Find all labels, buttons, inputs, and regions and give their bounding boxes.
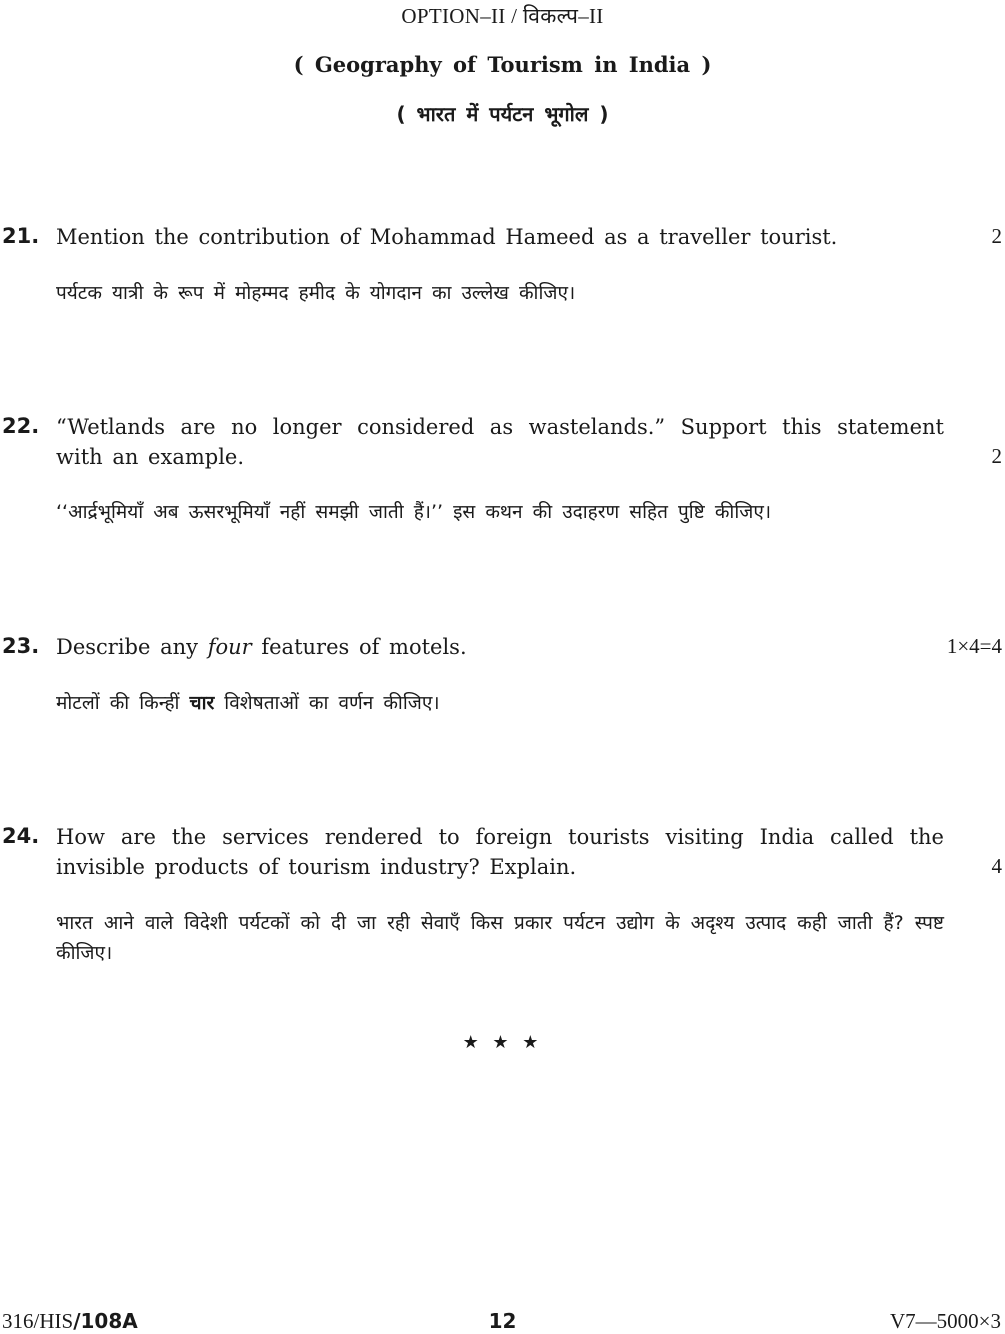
- question-emphasis: four: [207, 635, 252, 659]
- print-code: V7—5000×3: [889, 1309, 1001, 1333]
- question-number: 24.: [2, 824, 40, 848]
- question-text-hindi: ‘‘आर्द्रभूमियाँ अब ऊसरभूमियाँ नहीं समझी जाती हैं।’’ इस कथन की उदाहरण सहित पुष्टि कीजिए।: [56, 501, 772, 523]
- section-title-english: ( Geography of Tourism in India ): [293, 52, 712, 77]
- question-text-part: features of motels.: [251, 635, 467, 659]
- question-number: 21.: [2, 224, 40, 248]
- paper-code-suffix: /108A: [73, 1309, 138, 1333]
- question-emphasis: चार: [189, 692, 215, 714]
- option-heading: OPTION–II / विकल्प–II: [401, 4, 604, 28]
- question-text-part: Describe any: [56, 635, 208, 659]
- question-text-english: [56, 632, 944, 662]
- question-text-hindi: पर्यटक यात्री के रूप में मोहम्मद हमीद के योगदान का उल्लेख कीजिए।: [56, 282, 576, 304]
- question-text-english: How are the services rendered to foreign tourists visiting India called the invisible products of tourism industry? Explain.: [56, 825, 944, 879]
- question-text-part: विशेषताओं का वर्णन कीजिए।: [214, 692, 440, 714]
- question-text-part: मोटलों की किन्हीं: [56, 692, 190, 714]
- question-marks: 2: [991, 444, 1002, 468]
- end-of-paper-stars: ★ ★ ★: [462, 1032, 543, 1053]
- page-number: 12: [488, 1309, 517, 1333]
- question-number: 23.: [2, 634, 40, 658]
- question-number: 22.: [2, 414, 40, 438]
- question-text-english: “Wetlands are no longer considered as wastelands.” Support this statement with an example.: [56, 415, 944, 469]
- question-marks: 2: [991, 224, 1002, 248]
- section-title-hindi: ( भारत में पर्यटन भूगोल ): [396, 102, 609, 126]
- question-text-hindi: [56, 688, 944, 718]
- question-marks: 4: [991, 854, 1002, 878]
- question-text-hindi: भारत आने वाले विदेशी पर्यटकों को दी जा रही सेवाएँ किस प्रकार पर्यटन उद्योग के अदृश्य उत्पाद कही जाती हैं? स्पष्ट कीजिए।: [56, 912, 944, 964]
- paper-code-prefix: 316/HIS: [2, 1309, 74, 1333]
- question-marks: 1×4=4: [946, 634, 1002, 658]
- question-text-english: Mention the contribution of Mohammad Hameed as a traveller tourist.: [56, 225, 838, 249]
